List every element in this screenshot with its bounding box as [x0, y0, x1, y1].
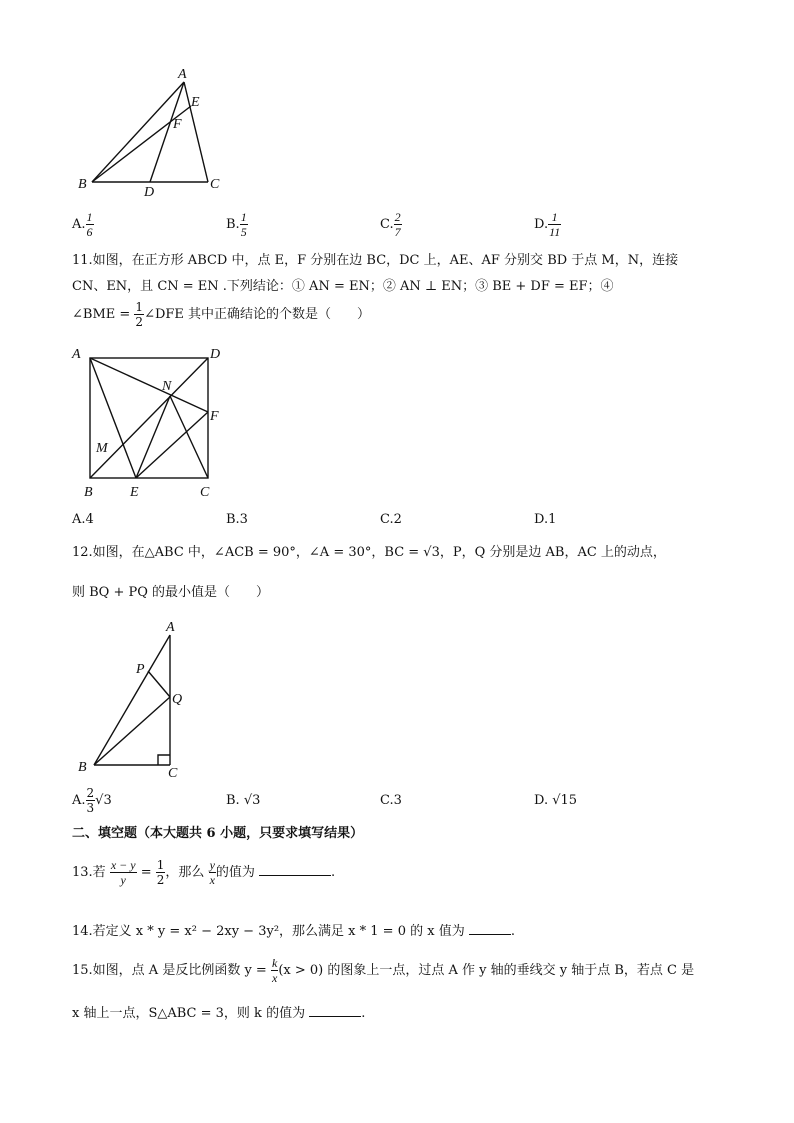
label-E: E — [191, 95, 200, 110]
label-C: C — [200, 485, 210, 500]
q11-line-2: CN、EN，且 CN = EN .下列结论：① AN = EN；② AN ⊥ EN；③ BE + DF = EF；④ — [72, 279, 614, 294]
q13-line: 13.若 $\frac{x - y}{y}$ = $\frac{1}{2}$ ，那么 $\frac{y}{x}$ 的值为 . — [72, 858, 336, 887]
label-A: A — [166, 620, 175, 635]
section-2-heading: 二、填空题（本大题共 6 小题，只要求填写结果） — [72, 826, 364, 841]
q10-option-b[interactable]: B. $\frac{1}{5}$ — [226, 210, 247, 239]
q12-option-c[interactable]: C.3 — [380, 793, 402, 808]
figure-square-abcd — [68, 342, 233, 502]
figure-triangle-abc-def — [70, 62, 240, 202]
q15-answer-blank[interactable] — [309, 1004, 361, 1017]
q12-line-1: 12.如图，在△ABC 中，∠ACB = 90°，∠A = 30°，BC = √3，P，Q 分别是边 AB，AC 上的动点， — [72, 545, 666, 560]
q11-option-b[interactable]: B.3 — [226, 512, 248, 527]
label-D: D — [210, 347, 221, 362]
q13-answer-blank[interactable] — [259, 863, 331, 876]
q12-option-a[interactable]: A. $\frac{2}{3}$ √3 — [72, 786, 112, 815]
label-A: A — [178, 67, 187, 82]
label-B: B — [78, 177, 87, 192]
label-E: E — [130, 485, 139, 500]
label-A: A — [72, 347, 81, 362]
q10-option-c[interactable]: C. $\frac{2}{7}$ — [380, 210, 401, 239]
q10-option-d[interactable]: D. $\frac{1}{11}$ — [534, 210, 561, 239]
q12-line-2: 则 BQ + PQ 的最小值是（ ） — [72, 585, 270, 600]
label-C: C — [168, 766, 178, 781]
q12-option-d[interactable]: D. √15 — [534, 793, 578, 808]
q14-line: 14.若定义 x * y = x² − 2xy − 3y²，那么满足 x * 1 = 0 的 x 值为 . — [72, 924, 515, 939]
q10-option-a[interactable]: A. $\frac{1}{6}$ — [72, 210, 93, 239]
q11-option-c[interactable]: C.2 — [380, 512, 402, 527]
q11-line-3: ∠BME = $\frac{1}{2}$ ∠DFE 其中正确结论的个数是（ ） — [72, 300, 371, 329]
q15-line-1: 15.如图，点 A 是反比例函数 y = $\frac{k}{x}$ (x > 0) 的图象上一点，过点 A 作 y 轴的垂线交 y 轴于点 B，若点 C 是 — [72, 956, 695, 985]
label-Q: Q — [172, 692, 183, 707]
q11-option-a[interactable]: A.4 — [72, 512, 94, 527]
label-B: B — [78, 760, 87, 775]
q12-option-b[interactable]: B. √3 — [226, 793, 261, 808]
q14-answer-blank[interactable] — [469, 922, 511, 935]
label-D: D — [144, 185, 155, 200]
label-N: N — [162, 379, 172, 394]
q11-option-d[interactable]: D.1 — [534, 512, 557, 527]
q15-line-2: x 轴上一点，S△ABC = 3，则 k 的值为 . — [72, 1006, 366, 1021]
q11-line-1: 11.如图，在正方形 ABCD 中，点 E，F 分别在边 BC，DC 上，AE、AF 分别交 BD 于点 M，N，连接 — [72, 253, 679, 268]
figure-right-triangle-abc — [70, 615, 200, 785]
label-C: C — [210, 177, 220, 192]
label-F: F — [210, 409, 219, 424]
label-F: F — [173, 117, 182, 132]
label-B: B — [84, 485, 93, 500]
label-P: P — [136, 662, 145, 677]
label-M: M — [96, 441, 108, 456]
